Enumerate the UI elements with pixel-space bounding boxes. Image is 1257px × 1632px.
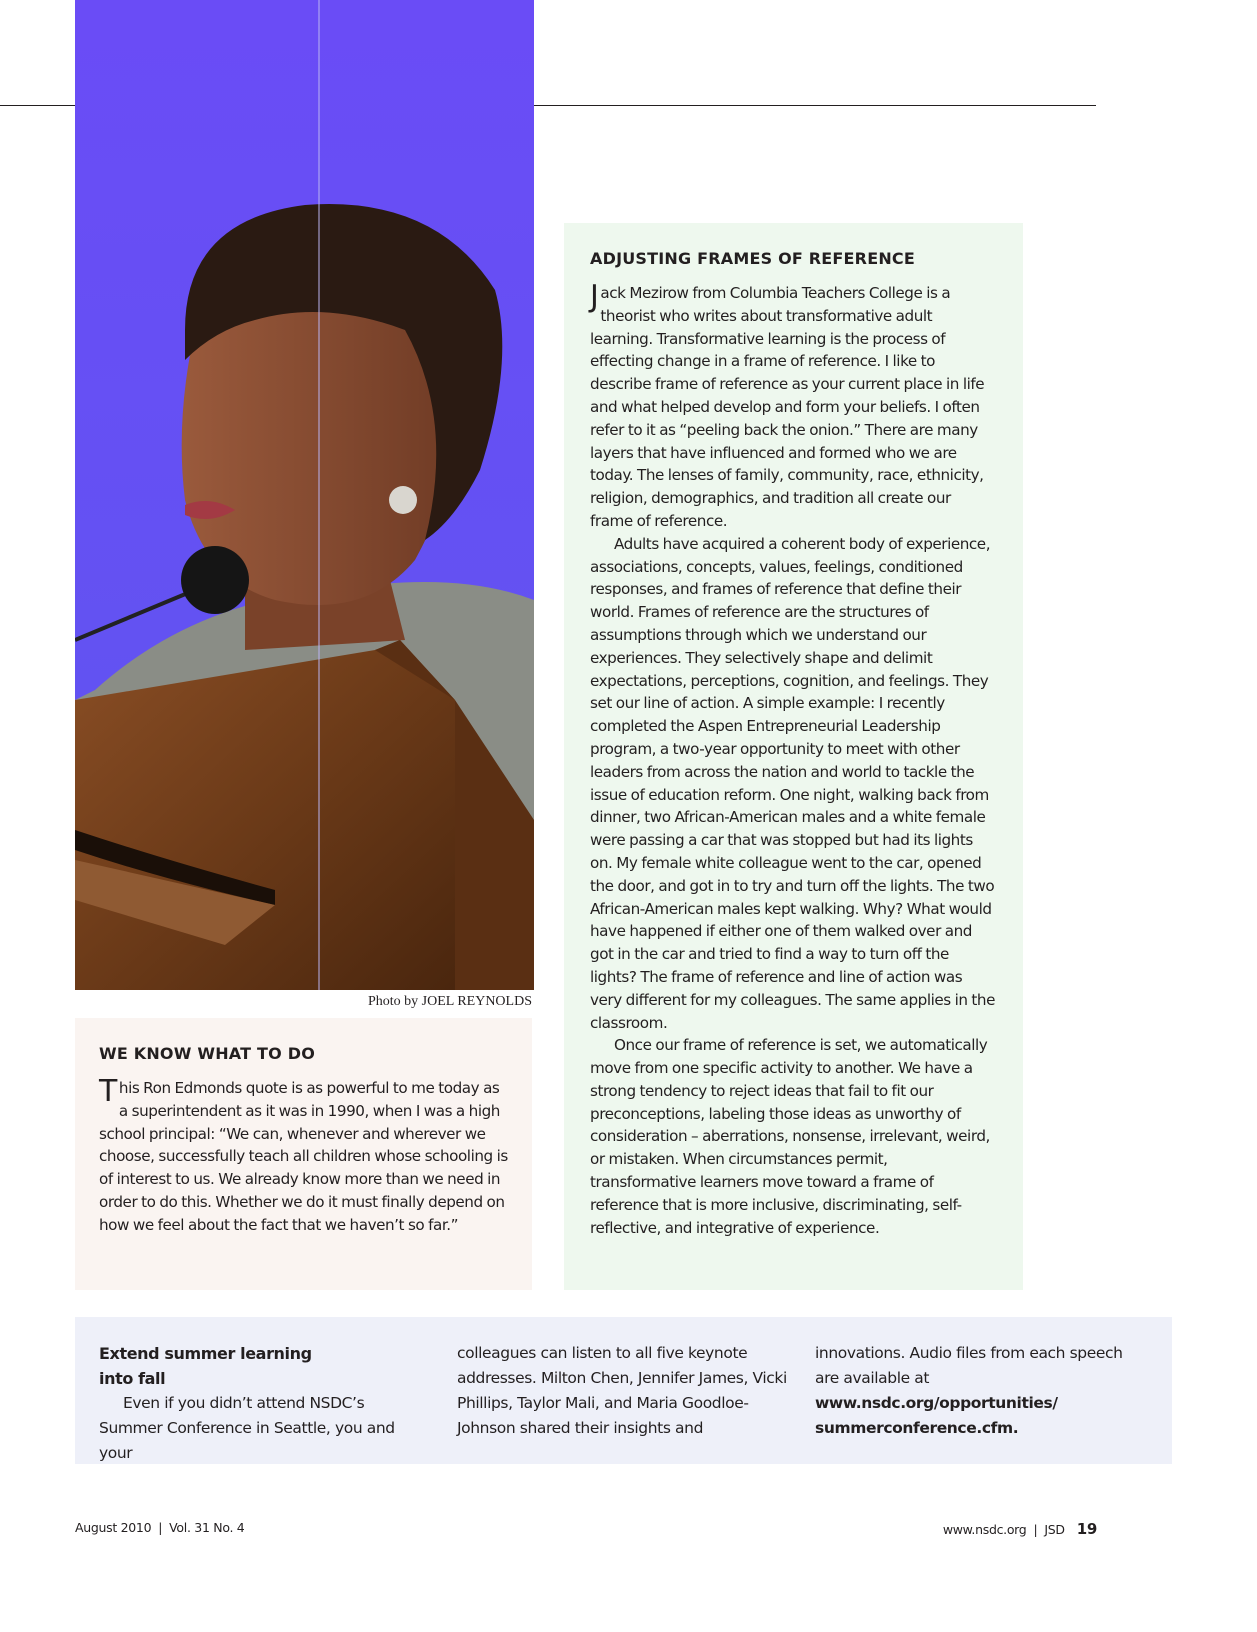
page-number: 19 (1076, 1520, 1097, 1538)
quote-box (75, 1018, 532, 1290)
top-rule-right (534, 105, 1096, 106)
footer-separator: | (1033, 1522, 1038, 1537)
sidebar-col-1 (99, 1341, 429, 1466)
sidebar-col-2-text: colleagues can listen to all five keynote addresses. Milton Chen, Jennifer James, Vicki Phillips, Taylor Mali, and Maria Goodloe-Johnson shared their insights and (457, 1344, 787, 1437)
footer-journal: JSD (1044, 1522, 1065, 1537)
article-body (590, 279, 997, 1239)
footer-separator: | (158, 1520, 163, 1535)
sidebar-link-line-2[interactable]: summerconference.cfm. (815, 1419, 1019, 1437)
sidebar-title-line-2: into fall (99, 1369, 166, 1388)
top-rule-left (0, 105, 75, 106)
article-paragraph-1: Jack Mezirow from Columbia Teachers College is a theorist who writes about transformative adult learning. Transformative learning is the process of effecting change in a frame of reference. I like to describe frame of reference as your current place in life and what helped develop and form your beliefs. I often refer to it as “peeling back the onion.” There are many layers that have influenced and formed who we are today. The lenses of family, community, race, ethnicity, religion, demographics, and tradition all create our frame of reference. (590, 279, 985, 530)
footer-right (943, 1520, 1097, 1538)
sidebar-col-2 (457, 1341, 787, 1441)
photo-credit: Photo by JOEL REYNOLDS (368, 994, 532, 1009)
quote-text: This Ron Edmonds quote is as powerful to me today as a superintendent as it was in 1990, when I was a high school principal: “We can, whenever and wherever we choose, successfully teach all children whose schooling is of interest to us. We already know more than we need in order to do this. Whether we do it must finally depend on how we feel about the fact that we haven’t so far.” (99, 1074, 508, 1234)
sidebar-col-3 (815, 1341, 1145, 1441)
sidebar-col-1-text: Even if you didn’t attend NSDC’s Summer Conference in Seattle, you and your (99, 1394, 395, 1462)
sidebar-box (75, 1317, 1172, 1464)
sidebar-col-3-text: innovations. Audio files from each speech are available at (815, 1344, 1123, 1387)
speaker-photo (75, 0, 534, 990)
footer-left (75, 1520, 244, 1535)
sidebar-link-line-1[interactable]: www.nsdc.org/opportunities/ (815, 1394, 1058, 1412)
article-paragraph-2: Adults have acquired a coherent body of experience, associations, concepts, values, feelings, conditioned responses, and frames of reference that define their world. Frames of reference are the structures of assumptions through which we understand our experiences. They selectively shape and delimit expectations, perceptions, cognition, and feelings. They set our line of action. A simple example: I recently completed the Aspen Entrepreneurial Leadership program, a two-year opportunity to meet with other leaders from across the nation and world to tackle the issue of education reform. One night, walking back from dinner, two African-American males and a white female were passing a car that was stopped but had its lights on. My female white colleague went to the car, opened the door, and got in to try and turn off the lights. The two African-American males kept walking. Why? What would have happened if either one of them walked over and got in the car and tried to find a way to turn off the lights? The frame of reference and line of action was very different for my colleagues. The same applies in the classroom. (590, 534, 995, 1032)
sidebar-title-line-1: Extend summer learning (99, 1344, 312, 1363)
footer-volume: Vol. 31 No. 4 (169, 1520, 245, 1535)
quote-body (99, 1074, 508, 1237)
quote-heading: WE KNOW WHAT TO DO (99, 1044, 315, 1063)
footer-issue-date: August 2010 (75, 1520, 152, 1535)
article-heading: ADJUSTING FRAMES OF REFERENCE (590, 249, 915, 268)
article-box (564, 223, 1023, 1290)
footer-site[interactable]: www.nsdc.org (942, 1522, 1027, 1537)
article-paragraph-3: Once our frame of reference is set, we automatically move from one specific activity to another. We have a strong tendency to reject ideas that fail to fit our preconceptions, labeling those ideas as unworthy of consideration – aberrations, nonsense, irrelevant, weird, or mistaken. When circumstances permit, transformative learners move toward a frame of reference that is more inclusive, discriminating, self-reflective, and integrative of experience. (590, 1036, 990, 1237)
